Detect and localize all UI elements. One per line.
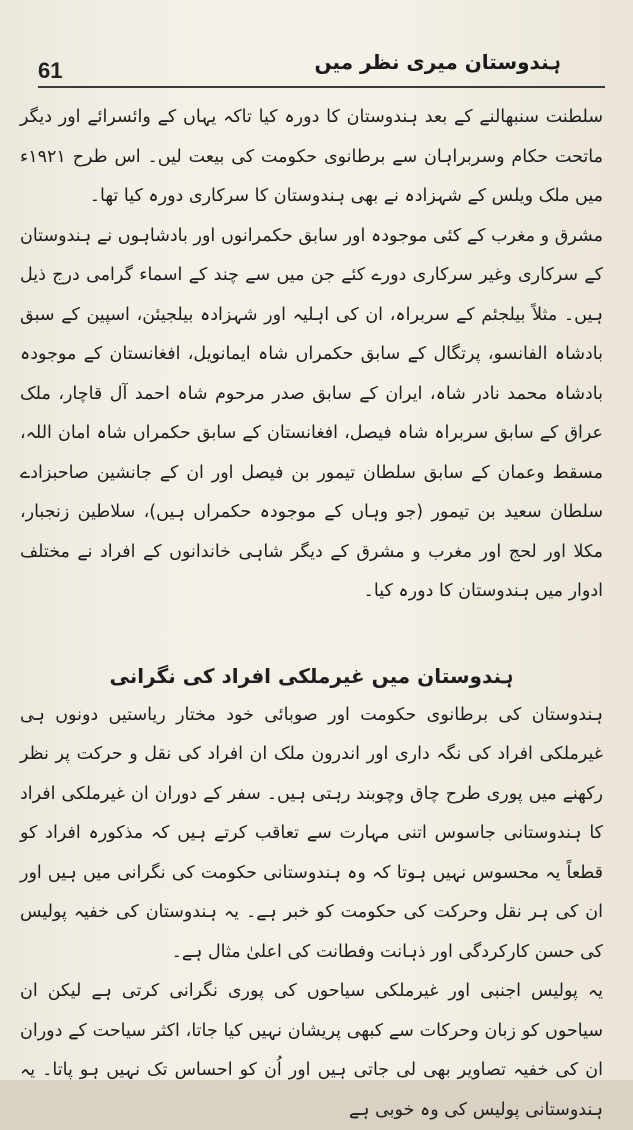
page-number: 61 [38, 58, 63, 83]
section-paragraph-1: ہندوستان کی برطانوی حکومت اور صوبائی خود مختار ریاستیں دونوں ہی غیرملکی افراد کی نگہ داری اور اندرون ملک ان افراد کی نقل و حرکت پر نظر رکھنے میں پوری طرح چاق وچوبند رہتی ہیں۔ سفر کے دوران ان غیرملکی افراد کا ہندوستانی جاسوس اتنی مہارت سے تعاقب کرتے ہیں کہ مذکورہ افراد کو قطعاً یہ محسوس نہیں ہوتا کہ وہ ہندوستانی حکومت کی نگرانی میں ہیں اور ان کی ہر نقل وحرکت کی حکومت کو خبر ہے۔ یہ ہندوستان کی خفیہ پولیس کی حسن کارکردگی اور ذہانت وفطانت کی اعلیٰ مثال ہے۔ [20, 704, 603, 962]
header-rule [38, 86, 605, 88]
section-heading: ہندوستان میں غیرملکی افراد کی نگرانی [109, 663, 514, 688]
section-paragraph-2: یہ پولیس اجنبی اور غیرملکی سیاحوں کی پوری نگرانی کرتی ہے لیکن ان سیاحوں کو زبان وحرکات سے کبھی پریشان نہیں کیا جاتا، اکثر سیاحت کے دوران ان کی خفیہ تصاویر بھی لی جاتی ہیں اور اُن کو احساس تک نہیں ہو پاتا۔ یہ ہندوستانی پولیس کی وہ خوبی ہے [20, 981, 603, 1120]
page-body [20, 98, 603, 1130]
page-header [22, 44, 613, 94]
running-title: ہندوستان میری نظر میں [314, 50, 561, 74]
paragraph-1: سلطنت سنبھالنے کے بعد ہندوستان کا دورہ کیا تاکہ یہاں کے وائسرائے اور دیگر ماتحت حکام وسربراہان سے برطانوی حکومت کی بیعت لیں۔ اس طرح ۱۹۲۱ء میں ملک ویلس کے شہزادہ نے بھی ہندوستان کا سرکاری دورہ کیا تھا۔ [20, 107, 603, 206]
paragraph-2: مشرق و مغرب کے کئی موجودہ اور سابق حکمرانوں اور بادشاہوں نے ہندوستان کے سرکاری وغیر سرکاری دورے کئے جن میں سے چند کے اسماء گرامی درج ذیل ہیں۔ مثلاً بیلجئم کے سربراہ، ان کی اہلیہ اور شہزادہ بیلجیئن، اسپین کے سبق بادشاہ الفانسو، پرتگال کے سابق حکمراں شاہ ایمانویل، افغانستان کے موجودہ بادشاہ محمد نادر شاہ، ایران کے سابق صدر مرحوم شاہ احمد آل قاچار، ملک عراق کے سابق سربراہ شاہ فیصل، افغانستان کے سابق حکمراں شاہ امان اللہ، مسقط وعمان کے سابق سلطان تیمور بن فیصل اور ان کے جانشین صاحبزادے سلطان سعید بن تیمور (جو وہاں کے موجودہ حکمراں ہیں)، سلاطین زنجبار، مکلا اور لحج اور مغرب و مشرق کے دیگر شاہی خاندانوں کے افراد نے مختلف ادوار میں ہندوستان کا دورہ کیا۔ [20, 225, 603, 601]
